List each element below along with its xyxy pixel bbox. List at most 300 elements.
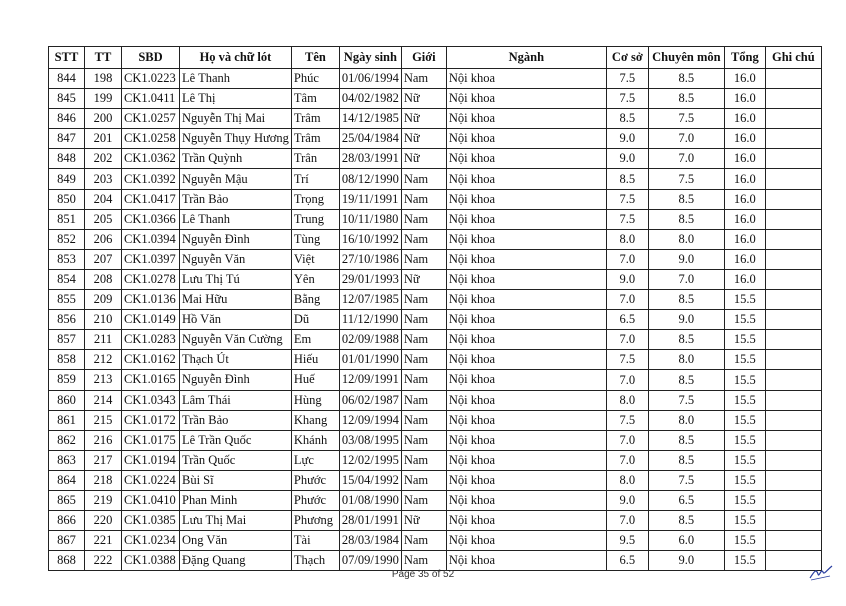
cell-chuyen-mon: 8.5 bbox=[648, 370, 724, 390]
table-row bbox=[49, 189, 822, 209]
cell-sbd: CK1.0136 bbox=[122, 290, 180, 310]
cell-chuyen-mon: 7.5 bbox=[648, 109, 724, 129]
cell-stt: 858 bbox=[49, 350, 85, 370]
cell-sbd: CK1.0366 bbox=[122, 209, 180, 229]
cell-stt: 848 bbox=[49, 149, 85, 169]
cell-ho-chu-lot: Thạch Út bbox=[180, 350, 292, 370]
table-row bbox=[49, 209, 822, 229]
cell-ngay-sinh: 04/02/1982 bbox=[339, 89, 401, 109]
cell-ten: Phước bbox=[291, 490, 339, 510]
cell-nganh: Nội khoa bbox=[446, 129, 606, 149]
cell-ghi-chu bbox=[765, 109, 821, 129]
cell-stt: 849 bbox=[49, 169, 85, 189]
cell-ngay-sinh: 06/02/1987 bbox=[339, 390, 401, 410]
cell-chuyen-mon: 8.5 bbox=[648, 330, 724, 350]
cell-chuyen-mon: 8.5 bbox=[648, 89, 724, 109]
cell-sbd: CK1.0343 bbox=[122, 390, 180, 410]
cell-ho-chu-lot: Lê Trần Quốc bbox=[180, 430, 292, 450]
cell-tt: 202 bbox=[85, 149, 122, 169]
cell-chuyen-mon: 6.5 bbox=[648, 490, 724, 510]
cell-nganh: Nội khoa bbox=[446, 490, 606, 510]
col-co-so-header: Cơ sở bbox=[606, 47, 648, 69]
cell-ngay-sinh: 12/09/1991 bbox=[339, 370, 401, 390]
cell-ho-chu-lot: Phan Minh bbox=[180, 490, 292, 510]
page-number: Page 35 of 52 bbox=[391, 569, 455, 580]
cell-tong: 15.5 bbox=[724, 551, 765, 571]
cell-ho-chu-lot: Lưu Thị Mai bbox=[180, 511, 292, 531]
cell-ho-chu-lot: Nguyễn Văn Cường bbox=[180, 330, 292, 350]
cell-stt: 854 bbox=[49, 269, 85, 289]
cell-ten: Hiếu bbox=[291, 350, 339, 370]
table-row bbox=[49, 450, 822, 470]
cell-tong: 15.5 bbox=[724, 310, 765, 330]
cell-nganh: Nội khoa bbox=[446, 89, 606, 109]
cell-chuyen-mon: 8.5 bbox=[648, 430, 724, 450]
cell-ghi-chu bbox=[765, 89, 821, 109]
cell-tong: 15.5 bbox=[724, 330, 765, 350]
cell-stt: 850 bbox=[49, 189, 85, 209]
col-gioi-header: Giới bbox=[401, 47, 446, 69]
cell-sbd: CK1.0417 bbox=[122, 189, 180, 209]
cell-tt: 198 bbox=[85, 69, 122, 89]
cell-gioi: Nam bbox=[401, 330, 446, 350]
table-row bbox=[49, 149, 822, 169]
cell-ho-chu-lot: Hồ Văn bbox=[180, 310, 292, 330]
cell-ngay-sinh: 19/11/1991 bbox=[339, 189, 401, 209]
cell-ten: Trung bbox=[291, 209, 339, 229]
cell-tt: 207 bbox=[85, 249, 122, 269]
cell-nganh: Nội khoa bbox=[446, 69, 606, 89]
cell-nganh: Nội khoa bbox=[446, 169, 606, 189]
cell-sbd: CK1.0388 bbox=[122, 551, 180, 571]
cell-ngay-sinh: 15/04/1992 bbox=[339, 470, 401, 490]
table-row bbox=[49, 531, 822, 551]
cell-chuyen-mon: 8.5 bbox=[648, 209, 724, 229]
cell-ghi-chu bbox=[765, 310, 821, 330]
cell-co-so: 7.5 bbox=[606, 89, 648, 109]
cell-sbd: CK1.0234 bbox=[122, 531, 180, 551]
col-stt-header: STT bbox=[49, 47, 85, 69]
cell-gioi: Nữ bbox=[401, 269, 446, 289]
table-row bbox=[49, 551, 822, 571]
cell-ghi-chu bbox=[765, 149, 821, 169]
cell-gioi: Nam bbox=[401, 551, 446, 571]
col-nganh-header: Ngành bbox=[446, 47, 606, 69]
cell-ho-chu-lot: Mai Hữu bbox=[180, 290, 292, 310]
cell-ngay-sinh: 12/09/1994 bbox=[339, 410, 401, 430]
table-row bbox=[49, 310, 822, 330]
header-row bbox=[49, 47, 822, 69]
cell-gioi: Nam bbox=[401, 450, 446, 470]
cell-stt: 863 bbox=[49, 450, 85, 470]
cell-ten: Tài bbox=[291, 531, 339, 551]
cell-co-so: 7.0 bbox=[606, 450, 648, 470]
cell-co-so: 9.0 bbox=[606, 129, 648, 149]
cell-ngay-sinh: 12/02/1995 bbox=[339, 450, 401, 470]
cell-ghi-chu bbox=[765, 169, 821, 189]
cell-ngay-sinh: 03/08/1995 bbox=[339, 430, 401, 450]
cell-tong: 16.0 bbox=[724, 109, 765, 129]
cell-tong: 16.0 bbox=[724, 129, 765, 149]
cell-ho-chu-lot: Trần Quốc bbox=[180, 450, 292, 470]
cell-ten: Yên bbox=[291, 269, 339, 289]
table-body bbox=[49, 69, 822, 571]
cell-ten: Trâm bbox=[291, 109, 339, 129]
cell-sbd: CK1.0283 bbox=[122, 330, 180, 350]
cell-tong: 15.5 bbox=[724, 410, 765, 430]
col-ho-chu-lot-header: Họ và chữ lót bbox=[180, 47, 292, 69]
cell-ghi-chu bbox=[765, 511, 821, 531]
table-row bbox=[49, 69, 822, 89]
cell-tt: 203 bbox=[85, 169, 122, 189]
cell-tt: 217 bbox=[85, 450, 122, 470]
cell-ngay-sinh: 01/08/1990 bbox=[339, 490, 401, 510]
cell-tong: 15.5 bbox=[724, 390, 765, 410]
cell-chuyen-mon: 9.0 bbox=[648, 551, 724, 571]
cell-ho-chu-lot: Lê Thanh bbox=[180, 209, 292, 229]
results-table bbox=[48, 46, 822, 571]
cell-ten: Tâm bbox=[291, 89, 339, 109]
cell-ghi-chu bbox=[765, 209, 821, 229]
cell-ghi-chu bbox=[765, 249, 821, 269]
cell-gioi: Nữ bbox=[401, 129, 446, 149]
cell-chuyen-mon: 7.0 bbox=[648, 129, 724, 149]
cell-sbd: CK1.0194 bbox=[122, 450, 180, 470]
cell-ngay-sinh: 12/07/1985 bbox=[339, 290, 401, 310]
cell-co-so: 7.5 bbox=[606, 410, 648, 430]
cell-tt: 218 bbox=[85, 470, 122, 490]
cell-sbd: CK1.0392 bbox=[122, 169, 180, 189]
cell-ngay-sinh: 01/01/1990 bbox=[339, 350, 401, 370]
cell-stt: 853 bbox=[49, 249, 85, 269]
cell-tt: 208 bbox=[85, 269, 122, 289]
cell-co-so: 7.5 bbox=[606, 350, 648, 370]
table-row bbox=[49, 410, 822, 430]
cell-sbd: CK1.0278 bbox=[122, 269, 180, 289]
cell-tong: 15.5 bbox=[724, 290, 765, 310]
table-row bbox=[49, 109, 822, 129]
cell-ghi-chu bbox=[765, 430, 821, 450]
cell-tong: 16.0 bbox=[724, 269, 765, 289]
cell-sbd: CK1.0162 bbox=[122, 350, 180, 370]
cell-tong: 15.5 bbox=[724, 430, 765, 450]
cell-tt: 212 bbox=[85, 350, 122, 370]
cell-ghi-chu bbox=[765, 490, 821, 510]
cell-ten: Thạch bbox=[291, 551, 339, 571]
cell-ghi-chu bbox=[765, 189, 821, 209]
cell-tong: 16.0 bbox=[724, 229, 765, 249]
cell-chuyen-mon: 7.5 bbox=[648, 390, 724, 410]
cell-ngay-sinh: 10/11/1980 bbox=[339, 209, 401, 229]
table-row bbox=[49, 229, 822, 249]
cell-tt: 214 bbox=[85, 390, 122, 410]
cell-sbd: CK1.0411 bbox=[122, 89, 180, 109]
cell-ten: Khánh bbox=[291, 430, 339, 450]
cell-co-so: 7.0 bbox=[606, 511, 648, 531]
cell-stt: 852 bbox=[49, 229, 85, 249]
cell-chuyen-mon: 7.5 bbox=[648, 470, 724, 490]
cell-chuyen-mon: 8.5 bbox=[648, 69, 724, 89]
col-ngay-sinh-header: Ngày sinh bbox=[339, 47, 401, 69]
table-row bbox=[49, 511, 822, 531]
cell-ngay-sinh: 25/04/1984 bbox=[339, 129, 401, 149]
table-row bbox=[49, 169, 822, 189]
cell-gioi: Nam bbox=[401, 209, 446, 229]
cell-stt: 862 bbox=[49, 430, 85, 450]
cell-tt: 206 bbox=[85, 229, 122, 249]
cell-ghi-chu bbox=[765, 390, 821, 410]
col-tt-header: TT bbox=[85, 47, 122, 69]
cell-tong: 15.5 bbox=[724, 370, 765, 390]
cell-chuyen-mon: 8.5 bbox=[648, 511, 724, 531]
cell-tt: 210 bbox=[85, 310, 122, 330]
cell-stt: 859 bbox=[49, 370, 85, 390]
cell-tt: 213 bbox=[85, 370, 122, 390]
cell-gioi: Nam bbox=[401, 490, 446, 510]
cell-sbd: CK1.0172 bbox=[122, 410, 180, 430]
cell-ten: Khang bbox=[291, 410, 339, 430]
cell-stt: 844 bbox=[49, 69, 85, 89]
col-ten-header: Tên bbox=[291, 47, 339, 69]
cell-sbd: CK1.0149 bbox=[122, 310, 180, 330]
cell-tong: 15.5 bbox=[724, 511, 765, 531]
cell-ten: Trân bbox=[291, 149, 339, 169]
cell-nganh: Nội khoa bbox=[446, 470, 606, 490]
cell-co-so: 8.0 bbox=[606, 470, 648, 490]
col-ghi-chu-header: Ghi chú bbox=[765, 47, 821, 69]
cell-ngay-sinh: 14/12/1985 bbox=[339, 109, 401, 129]
cell-nganh: Nội khoa bbox=[446, 410, 606, 430]
cell-ghi-chu bbox=[765, 370, 821, 390]
cell-ho-chu-lot: Nguyễn Thụy Hương bbox=[180, 129, 292, 149]
cell-tt: 199 bbox=[85, 89, 122, 109]
cell-ten: Phước bbox=[291, 470, 339, 490]
cell-nganh: Nội khoa bbox=[446, 310, 606, 330]
cell-co-so: 9.0 bbox=[606, 149, 648, 169]
cell-tt: 220 bbox=[85, 511, 122, 531]
cell-ho-chu-lot: Ong Văn bbox=[180, 531, 292, 551]
table-row bbox=[49, 129, 822, 149]
cell-ten: Huế bbox=[291, 370, 339, 390]
table-row bbox=[49, 470, 822, 490]
cell-gioi: Nữ bbox=[401, 511, 446, 531]
cell-stt: 860 bbox=[49, 390, 85, 410]
cell-gioi: Nam bbox=[401, 430, 446, 450]
cell-co-so: 7.0 bbox=[606, 370, 648, 390]
cell-nganh: Nội khoa bbox=[446, 330, 606, 350]
cell-gioi: Nam bbox=[401, 189, 446, 209]
cell-stt: 868 bbox=[49, 551, 85, 571]
cell-ghi-chu bbox=[765, 470, 821, 490]
cell-chuyen-mon: 8.5 bbox=[648, 290, 724, 310]
cell-tt: 209 bbox=[85, 290, 122, 310]
cell-gioi: Nam bbox=[401, 249, 446, 269]
cell-stt: 857 bbox=[49, 330, 85, 350]
cell-gioi: Nam bbox=[401, 470, 446, 490]
cell-sbd: CK1.0165 bbox=[122, 370, 180, 390]
cell-tt: 215 bbox=[85, 410, 122, 430]
cell-ho-chu-lot: Lưu Thị Tú bbox=[180, 269, 292, 289]
cell-ngay-sinh: 28/03/1984 bbox=[339, 531, 401, 551]
cell-chuyen-mon: 7.0 bbox=[648, 149, 724, 169]
cell-stt: 856 bbox=[49, 310, 85, 330]
cell-nganh: Nội khoa bbox=[446, 450, 606, 470]
cell-gioi: Nam bbox=[401, 531, 446, 551]
cell-ngay-sinh: 28/01/1991 bbox=[339, 511, 401, 531]
cell-ten: Trí bbox=[291, 169, 339, 189]
cell-co-so: 7.0 bbox=[606, 430, 648, 450]
cell-co-so: 7.0 bbox=[606, 330, 648, 350]
cell-stt: 846 bbox=[49, 109, 85, 129]
cell-chuyen-mon: 8.0 bbox=[648, 229, 724, 249]
cell-tong: 15.5 bbox=[724, 450, 765, 470]
cell-gioi: Nam bbox=[401, 310, 446, 330]
cell-ten: Trâm bbox=[291, 129, 339, 149]
col-chuyen-mon-header: Chuyên môn bbox=[648, 47, 724, 69]
cell-ghi-chu bbox=[765, 450, 821, 470]
cell-co-so: 8.0 bbox=[606, 390, 648, 410]
cell-nganh: Nội khoa bbox=[446, 209, 606, 229]
cell-tt: 219 bbox=[85, 490, 122, 510]
cell-sbd: CK1.0385 bbox=[122, 511, 180, 531]
cell-gioi: Nữ bbox=[401, 109, 446, 129]
cell-gioi: Nam bbox=[401, 69, 446, 89]
cell-ngay-sinh: 16/10/1992 bbox=[339, 229, 401, 249]
cell-ghi-chu bbox=[765, 531, 821, 551]
cell-co-so: 6.5 bbox=[606, 551, 648, 571]
cell-ngay-sinh: 08/12/1990 bbox=[339, 169, 401, 189]
table-row bbox=[49, 249, 822, 269]
cell-ghi-chu bbox=[765, 410, 821, 430]
cell-tt: 211 bbox=[85, 330, 122, 350]
cell-ngay-sinh: 11/12/1990 bbox=[339, 310, 401, 330]
cell-gioi: Nam bbox=[401, 410, 446, 430]
table-row bbox=[49, 269, 822, 289]
cell-tt: 200 bbox=[85, 109, 122, 129]
cell-sbd: CK1.0257 bbox=[122, 109, 180, 129]
cell-nganh: Nội khoa bbox=[446, 430, 606, 450]
cell-ten: Trọng bbox=[291, 189, 339, 209]
cell-sbd: CK1.0362 bbox=[122, 149, 180, 169]
cell-tt: 201 bbox=[85, 129, 122, 149]
cell-ten: Em bbox=[291, 330, 339, 350]
cell-ten: Tùng bbox=[291, 229, 339, 249]
cell-ho-chu-lot: Trần Quỳnh bbox=[180, 149, 292, 169]
cell-ho-chu-lot: Nguyễn Mậu bbox=[180, 169, 292, 189]
cell-gioi: Nam bbox=[401, 229, 446, 249]
cell-ho-chu-lot: Trần Bảo bbox=[180, 189, 292, 209]
cell-tt: 205 bbox=[85, 209, 122, 229]
cell-co-so: 9.0 bbox=[606, 269, 648, 289]
cell-co-so: 7.0 bbox=[606, 249, 648, 269]
cell-tong: 16.0 bbox=[724, 169, 765, 189]
table-row bbox=[49, 290, 822, 310]
cell-tong: 16.0 bbox=[724, 209, 765, 229]
cell-ten: Việt bbox=[291, 249, 339, 269]
cell-tong: 16.0 bbox=[724, 189, 765, 209]
cell-tt: 204 bbox=[85, 189, 122, 209]
cell-co-so: 9.5 bbox=[606, 531, 648, 551]
cell-ten: Phương bbox=[291, 511, 339, 531]
cell-tong: 15.5 bbox=[724, 350, 765, 370]
cell-nganh: Nội khoa bbox=[446, 249, 606, 269]
cell-nganh: Nội khoa bbox=[446, 551, 606, 571]
cell-co-so: 8.0 bbox=[606, 229, 648, 249]
cell-sbd: CK1.0397 bbox=[122, 249, 180, 269]
cell-stt: 865 bbox=[49, 490, 85, 510]
cell-ho-chu-lot: Lê Thanh bbox=[180, 69, 292, 89]
cell-stt: 845 bbox=[49, 89, 85, 109]
cell-chuyen-mon: 9.0 bbox=[648, 249, 724, 269]
table-row bbox=[49, 370, 822, 390]
cell-tong: 16.0 bbox=[724, 149, 765, 169]
cell-nganh: Nội khoa bbox=[446, 189, 606, 209]
cell-gioi: Nam bbox=[401, 390, 446, 410]
cell-gioi: Nam bbox=[401, 290, 446, 310]
cell-tong: 15.5 bbox=[724, 470, 765, 490]
table-row bbox=[49, 89, 822, 109]
cell-ghi-chu bbox=[765, 129, 821, 149]
cell-ngay-sinh: 29/01/1993 bbox=[339, 269, 401, 289]
cell-nganh: Nội khoa bbox=[446, 511, 606, 531]
cell-chuyen-mon: 8.5 bbox=[648, 189, 724, 209]
cell-co-so: 7.0 bbox=[606, 290, 648, 310]
cell-ghi-chu bbox=[765, 290, 821, 310]
cell-nganh: Nội khoa bbox=[446, 229, 606, 249]
cell-chuyen-mon: 7.5 bbox=[648, 169, 724, 189]
cell-ngay-sinh: 01/06/1994 bbox=[339, 69, 401, 89]
cell-co-so: 8.5 bbox=[606, 169, 648, 189]
cell-sbd: CK1.0394 bbox=[122, 229, 180, 249]
cell-ten: Hùng bbox=[291, 390, 339, 410]
table-row bbox=[49, 390, 822, 410]
cell-co-so: 7.5 bbox=[606, 209, 648, 229]
cell-ten: Bằng bbox=[291, 290, 339, 310]
cell-gioi: Nam bbox=[401, 169, 446, 189]
table-row bbox=[49, 330, 822, 350]
cell-ghi-chu bbox=[765, 269, 821, 289]
cell-nganh: Nội khoa bbox=[446, 290, 606, 310]
cell-gioi: Nam bbox=[401, 370, 446, 390]
cell-ngay-sinh: 02/09/1988 bbox=[339, 330, 401, 350]
cell-ho-chu-lot: Nguyễn Đình bbox=[180, 229, 292, 249]
cell-tong: 15.5 bbox=[724, 531, 765, 551]
cell-ghi-chu bbox=[765, 69, 821, 89]
cell-ho-chu-lot: Nguyễn Đình bbox=[180, 370, 292, 390]
cell-ho-chu-lot: Nguyễn Thị Mai bbox=[180, 109, 292, 129]
cell-ghi-chu bbox=[765, 229, 821, 249]
cell-sbd: CK1.0223 bbox=[122, 69, 180, 89]
cell-ho-chu-lot: Lê Thị bbox=[180, 89, 292, 109]
cell-sbd: CK1.0224 bbox=[122, 470, 180, 490]
cell-ten: Lực bbox=[291, 450, 339, 470]
cell-co-so: 8.5 bbox=[606, 109, 648, 129]
cell-nganh: Nội khoa bbox=[446, 390, 606, 410]
table-row bbox=[49, 350, 822, 370]
cell-co-so: 7.5 bbox=[606, 189, 648, 209]
cell-tong: 16.0 bbox=[724, 69, 765, 89]
cell-chuyen-mon: 7.0 bbox=[648, 269, 724, 289]
cell-stt: 851 bbox=[49, 209, 85, 229]
cell-ghi-chu bbox=[765, 330, 821, 350]
cell-tong: 16.0 bbox=[724, 89, 765, 109]
cell-tt: 216 bbox=[85, 430, 122, 450]
cell-co-so: 6.5 bbox=[606, 310, 648, 330]
cell-ho-chu-lot: Lâm Thái bbox=[180, 390, 292, 410]
cell-nganh: Nội khoa bbox=[446, 350, 606, 370]
cell-tt: 222 bbox=[85, 551, 122, 571]
cell-co-so: 9.0 bbox=[606, 490, 648, 510]
